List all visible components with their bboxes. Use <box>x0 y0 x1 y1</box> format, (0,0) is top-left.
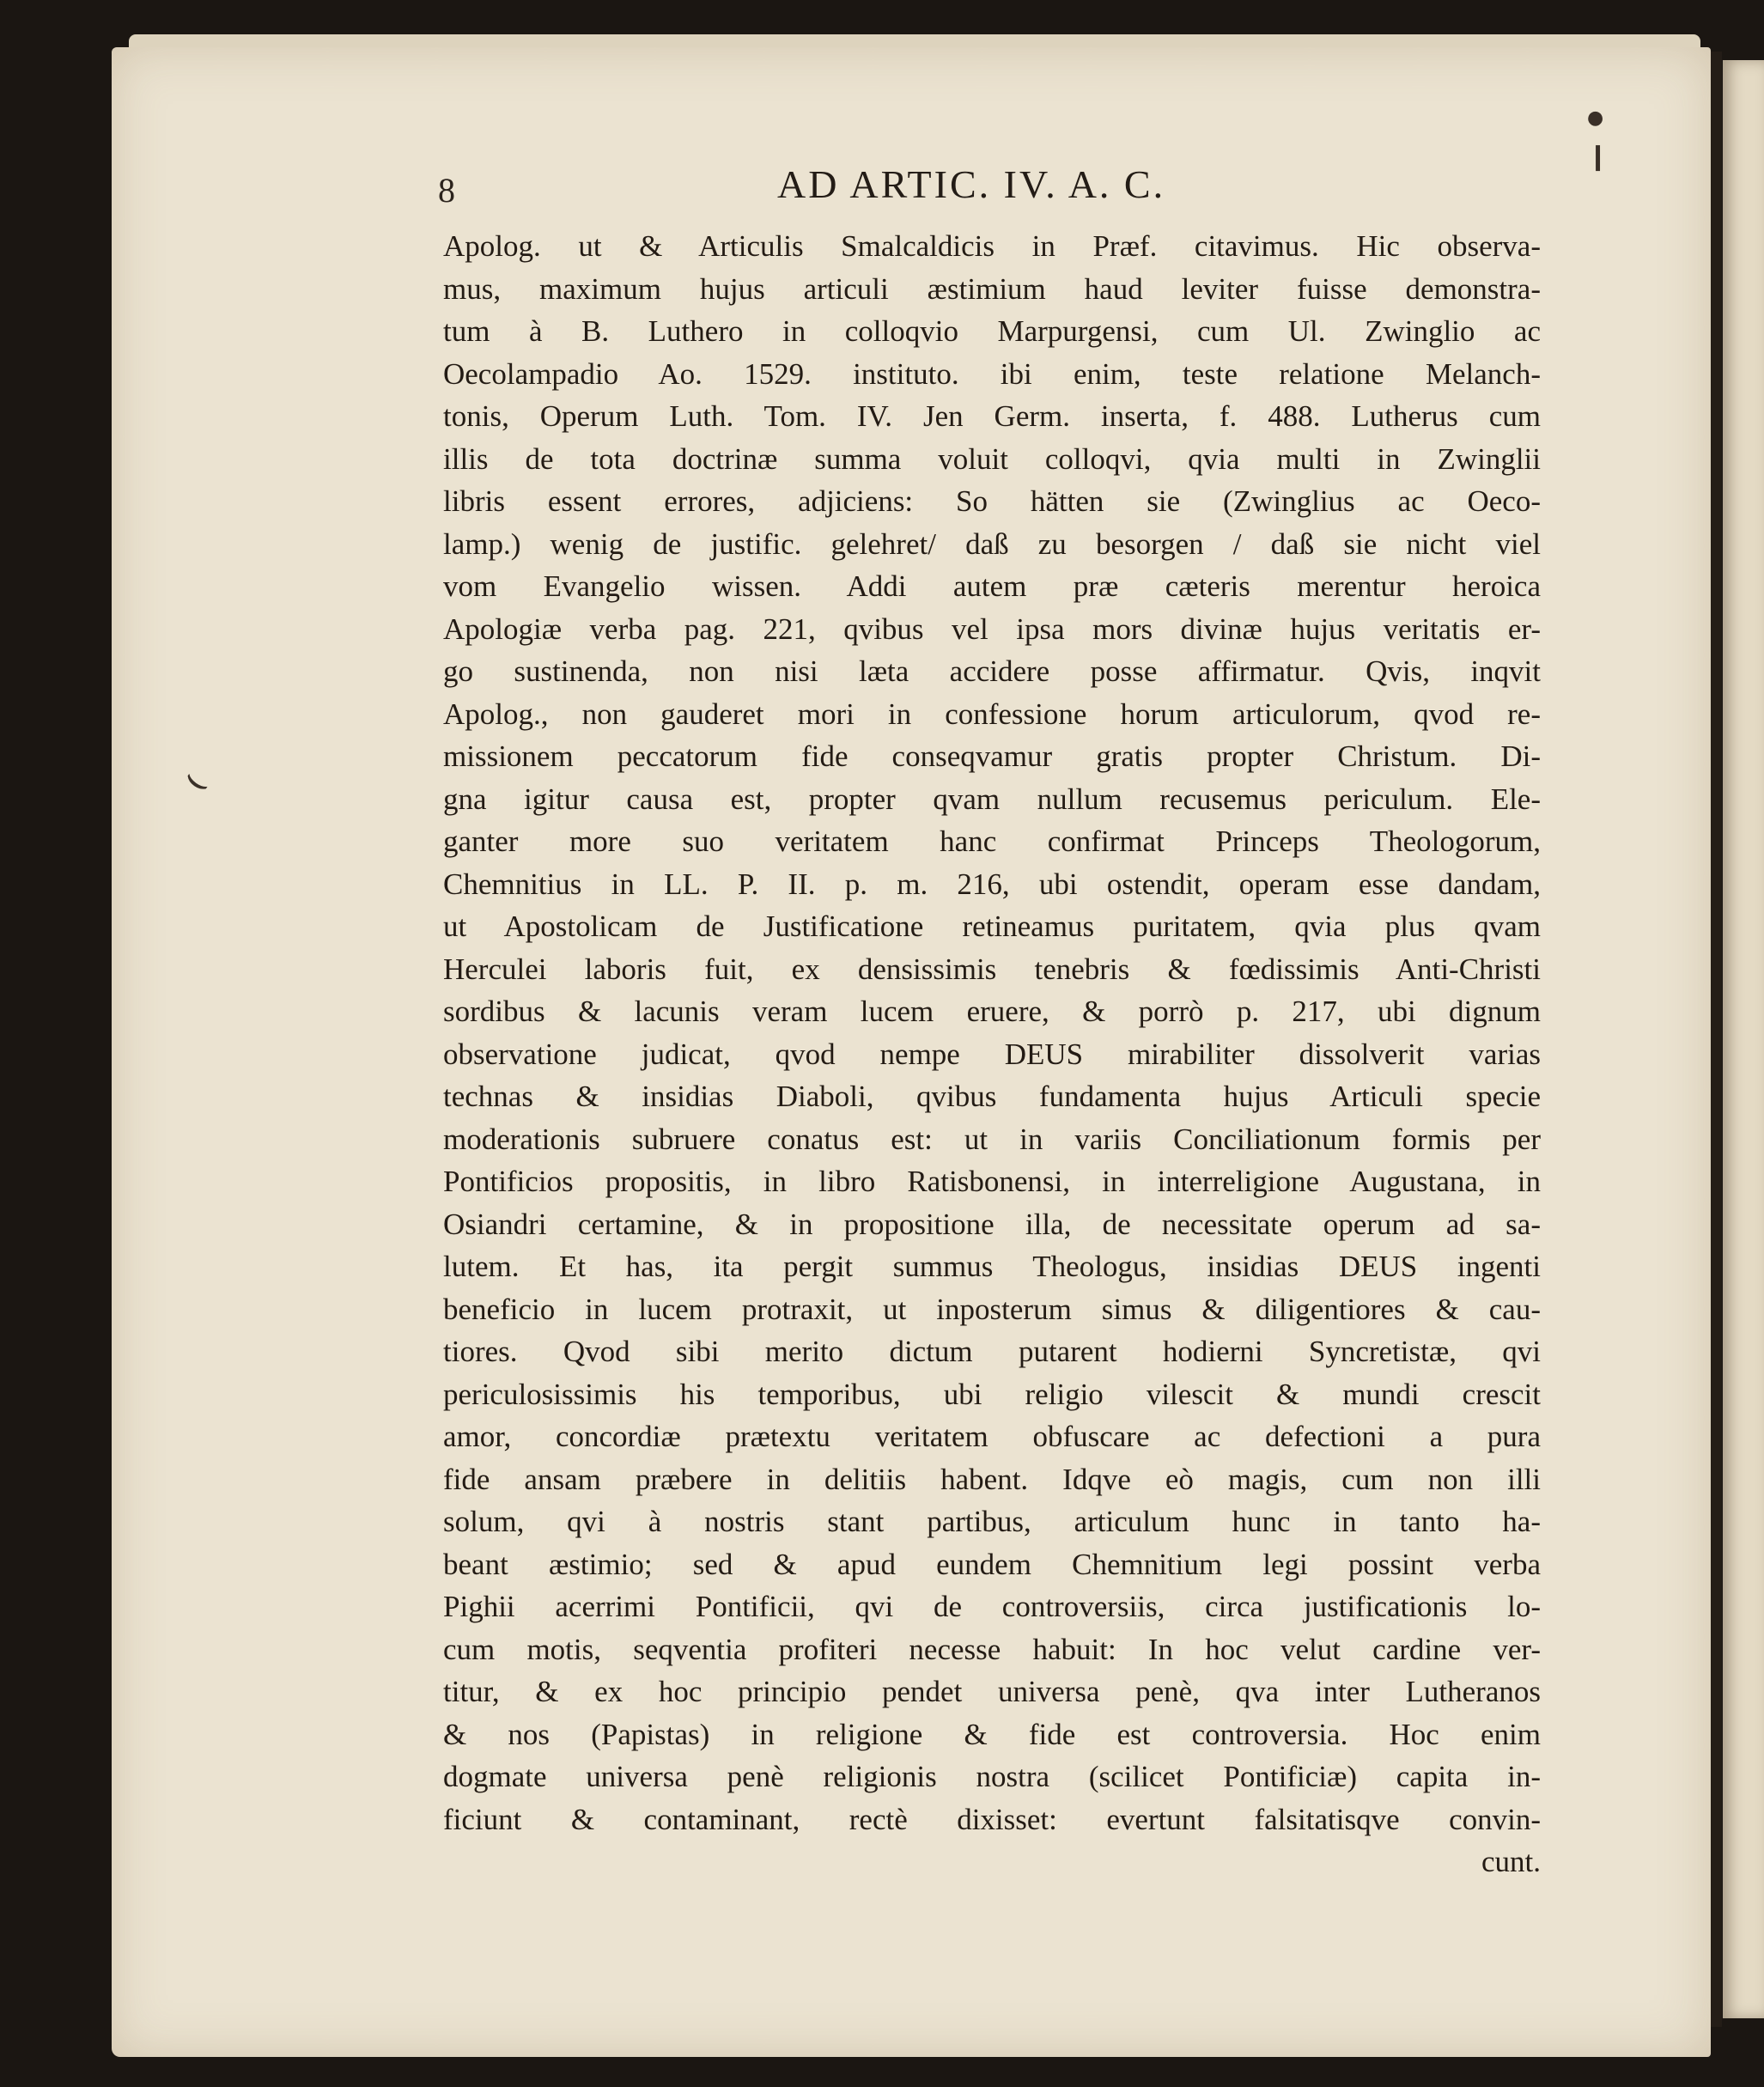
text-line: Chemnitius in LL. P. II. p. m. 216, ubi ostendit, operam esse dandam, <box>443 867 1541 901</box>
text-line: Apolog. ut & Articulis Smalcaldicis in Præf. citavimus. Hic observa- <box>443 229 1541 263</box>
text-line: beneficio in lucem protraxit, ut inposterum simus & diligentiores & cau- <box>443 1292 1541 1326</box>
text-line: Apolog., non gauderet mori in confessione horum articulorum, qvod re- <box>443 697 1541 731</box>
text-line: gna igitur causa est, propter qvam nullum recusemus periculum. Ele- <box>443 782 1541 816</box>
text-line: ficiunt & contaminant, rectè dixisset: evertunt falsitatisqve convin- <box>443 1802 1541 1836</box>
text-line: fide ansam præbere in delitiis habent. Idqve eò magis, cum non illi <box>443 1462 1541 1496</box>
text-line: Osiandri certamine, & in propositione illa, de necessitate operum ad sa- <box>443 1207 1541 1241</box>
text-line: tonis, Operum Luth. Tom. IV. Jen Germ. inserta, f. 488. Lutherus cum <box>443 399 1541 433</box>
text-line: Apologiæ verba pag. 221, qvibus vel ipsa mors divinæ hujus veritatis er- <box>443 611 1541 646</box>
running-head: AD ARTIC. IV. A. C. <box>777 162 1166 206</box>
ink-dot: ● <box>1587 107 1604 129</box>
margin-mark: ⌣ <box>173 752 224 808</box>
text-line: solum, qvi à nostris stant partibus, articulum hunc in tanto ha- <box>443 1505 1541 1538</box>
text-line: mus, maximum hujus articuli æstimium haud leviter fuisse demonstra- <box>443 271 1541 306</box>
text-line: & nos (Papistas) in religione & fide est controversia. Hoc enim <box>443 1717 1541 1751</box>
text-line: cum motis, seqventia profiteri necesse habuit: In hoc velut cardine ver- <box>443 1632 1541 1666</box>
text-line: missionem peccatorum fide conseqvamur gratis propter Christum. Di- <box>443 739 1541 773</box>
text-line: observatione judicat, qvod nempe DEUS mirabiliter dissolverit varias <box>443 1037 1541 1071</box>
catchword: cunt. <box>1481 1845 1541 1878</box>
text-line: technas & insidias Diaboli, qvibus fundamenta hujus Articuli specie <box>443 1080 1541 1113</box>
text-line: ut Apostolicam de Justificatione retineamus puritatem, qvia plus qvam <box>443 910 1541 943</box>
text-line: lamp.) wenig de justific. gelehret/ daß zu besorgen / daß sie nicht viel <box>443 526 1541 561</box>
text-line: illis de tota doctrinæ summa voluit colloqvi, qvia multi in Zwinglii <box>443 441 1541 476</box>
ink-mark: ❙ <box>1587 142 1609 172</box>
text-line: beant æstimio; sed & apud eundem Chemnitium legi possint verba <box>443 1547 1541 1581</box>
text-line: periculosissimis his temporibus, ubi religio vilescit & mundi crescit <box>443 1377 1541 1411</box>
text-line: tum à B. Luthero in colloqvio Marpurgensi, cum Ul. Zwinglio ac <box>443 314 1541 348</box>
text-line: vom Evangelio wissen. Addi autem præ cæteris merentur heroica <box>443 569 1541 603</box>
facing-page-edge <box>1723 60 1764 2018</box>
text-line: ganter more suo veritatem hanc confirmat Princeps Theologorum, <box>443 824 1541 858</box>
page-header <box>438 161 1640 213</box>
text-line: lutem. Et has, ita pergit summus Theologus, insidias DEUS ingenti <box>443 1250 1541 1283</box>
text-line: titur, & ex hoc principio pendet universa penè, qva inter Lutheranos <box>443 1675 1541 1708</box>
text-line: Pighii acerrimi Pontificii, qvi de controversiis, circa justificationis lo- <box>443 1590 1541 1623</box>
body-text <box>443 225 1541 1883</box>
text-line: Herculei laboris fuit, ex densissimis tenebris & fœdissimis Anti-Christi <box>443 952 1541 986</box>
text-line: amor, concordiæ prætextu veritatem obfuscare ac defectioni a pura <box>443 1420 1541 1453</box>
page-number: 8 <box>438 171 455 210</box>
text-line: sordibus & lacunis veram lucem eruere, & porrò p. 217, ubi dignum <box>443 995 1541 1028</box>
text-line: Pontificios propositis, in libro Ratisbonensi, in interreligione Augustana, in <box>443 1165 1541 1198</box>
text-line: tiores. Qvod sibi merito dictum putarent hodierni Syncretistæ, qvi <box>443 1335 1541 1368</box>
text-line: Oecolampadio Ao. 1529. instituto. ibi enim, teste relatione Melanch- <box>443 356 1541 391</box>
text-line: libris essent errores, adjiciens: So hätten sie (Zwinglius ac Oeco- <box>443 484 1541 518</box>
text-line: dogmate universa penè religionis nostra (scilicet Pontificiæ) capita in- <box>443 1760 1541 1793</box>
text-line: moderationis subruere conatus est: ut in variis Conciliationum formis per <box>443 1122 1541 1156</box>
text-line: go sustinenda, non nisi læta accidere posse affirmatur. Qvis, inqvit <box>443 654 1541 688</box>
